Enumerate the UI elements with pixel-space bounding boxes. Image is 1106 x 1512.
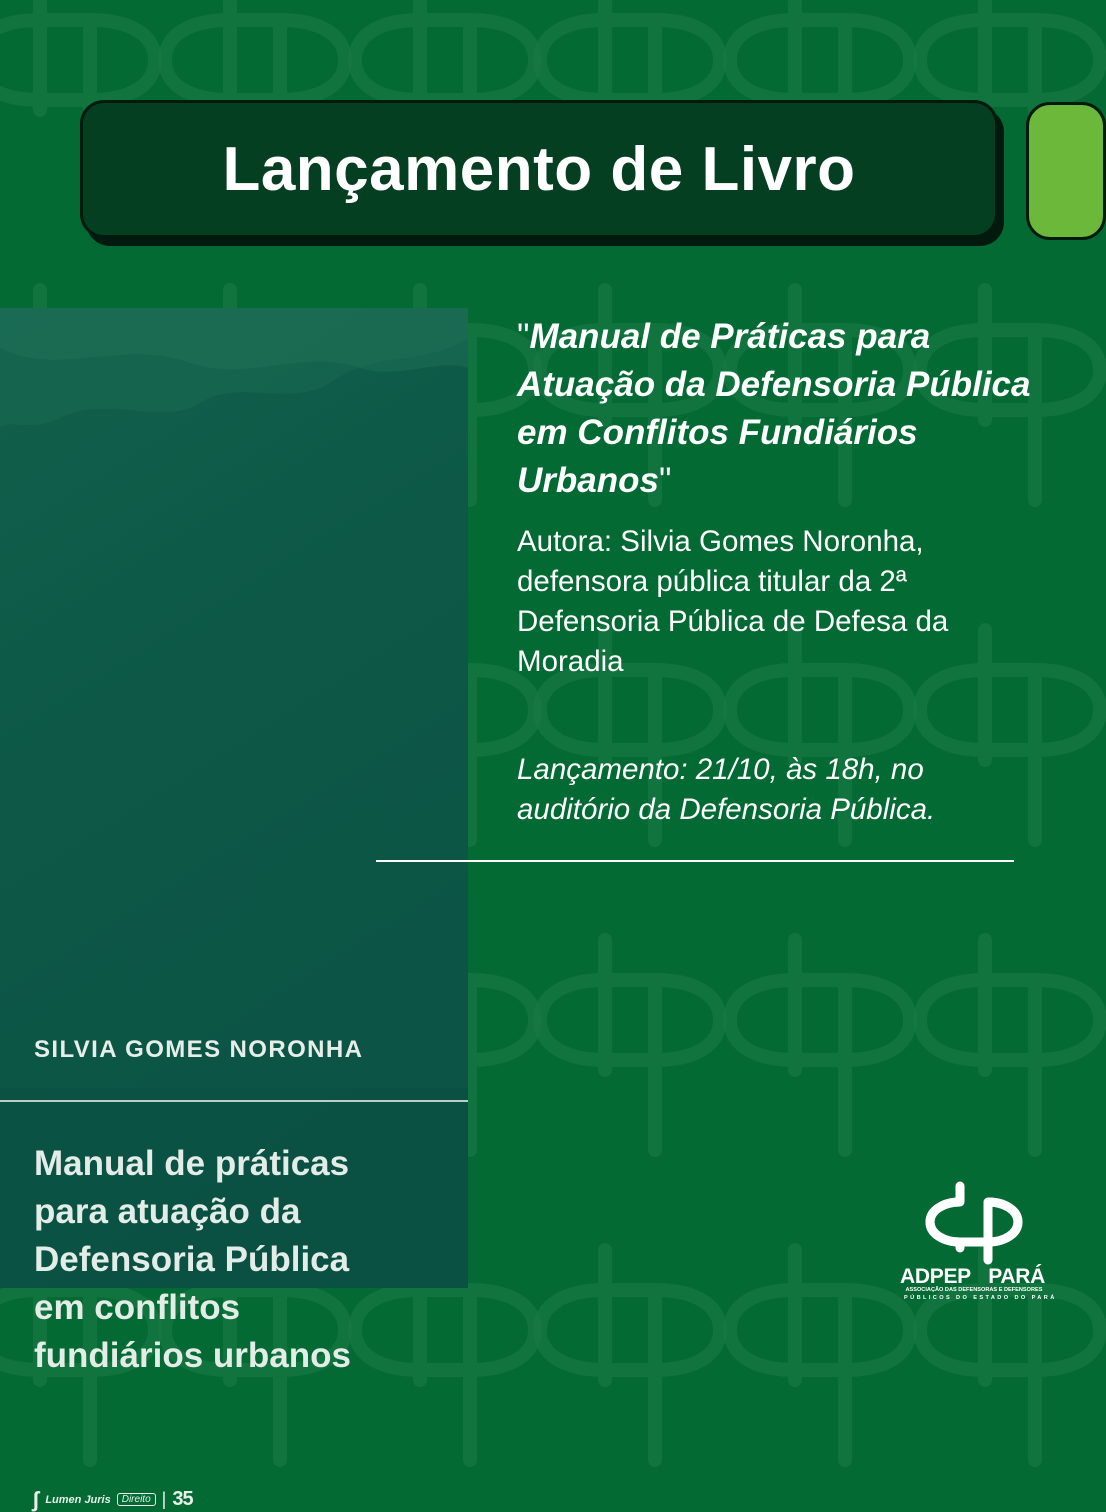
pattern-mark [730,940,910,1150]
close-quote: " [658,461,672,500]
publisher-name: Lumen Juris [45,1493,111,1506]
book-cover-title-line: Defensoria Pública [34,1240,350,1279]
book-cover [0,308,468,1512]
divider-line [376,860,1014,862]
publisher-lamp-icon: ʃ [32,1486,40,1512]
logo-name-left: ADPEP [900,1265,971,1288]
pattern-mark [920,940,1100,1150]
book-cover-title [34,1140,454,1380]
title-banner [80,100,998,238]
book-cover-divider [0,1100,468,1102]
pattern-mark [540,940,720,1150]
book-cover-title-line: em conflitos [34,1288,241,1327]
accent-tab [1026,102,1106,240]
open-quote: " [517,317,530,356]
book-cover-title-line: fundiários urbanos [34,1336,351,1375]
adpep-logo-icon [924,1182,1024,1268]
publisher-tag: Direito [117,1493,156,1506]
work-title: Manual de Práticas para Atuação da Defensoria Pública em Conflitos Fundiários Urbanos [517,317,1031,500]
book-cover-title-line: para atuação da [34,1192,301,1231]
author-info: Autora: Silvia Gomes Noronha, defensora pública titular da 2ª Defensoria Pública de Defesa da Moradia [517,525,949,678]
adpep-logo [900,1182,1057,1307]
launch-info: Lançamento: 21/10, às 18h, no auditório da Defensoria Pública. [517,753,936,826]
book-cover-author: SILVIA GOMES NORONHA [34,1036,364,1063]
publisher-logo [32,1488,193,1511]
book-cover-title-line: Manual de práticas [34,1144,350,1183]
logo-subtitle-line2: PÚBLICOS DO ESTADO DO PARÁ [904,1295,1057,1301]
publisher-separator: | [161,1489,167,1509]
page-title: Lançamento de Livro [222,134,856,204]
pattern-mark [730,1250,910,1460]
book-title-quote [517,313,1037,505]
logo-subtitle-line1: ASSOCIAÇÃO DAS DEFENSORAS E DEFENSORES [905,1287,1043,1293]
logo-name-right: PARÁ [988,1265,1045,1288]
publisher-anniversary: 35 [172,1488,193,1510]
logo-wordmark [900,1265,1045,1289]
pattern-mark [540,1250,720,1460]
